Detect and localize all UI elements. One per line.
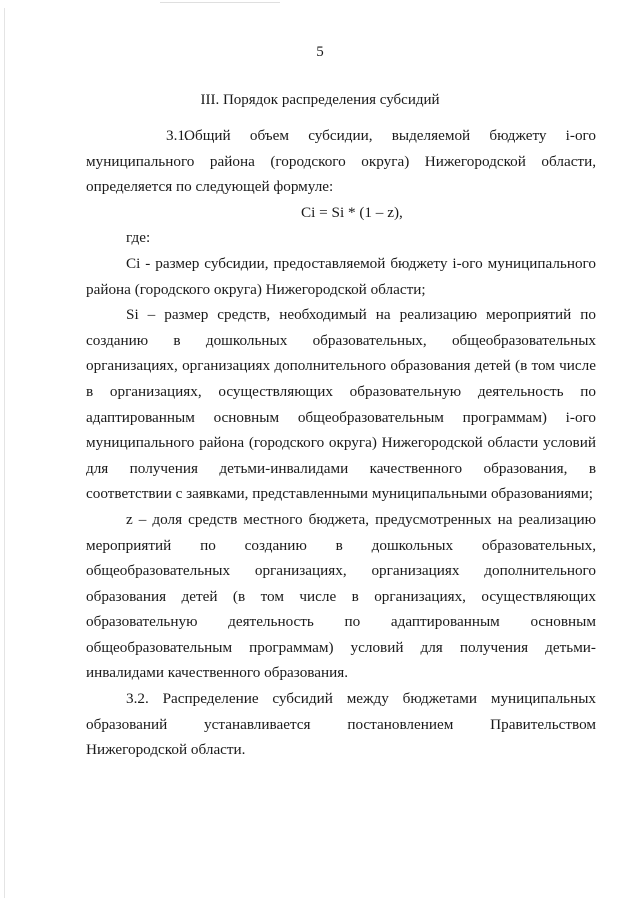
scan-edge-left: [4, 8, 5, 898]
paragraph-3-1-text: Общий объем субсидии, выделяемой бюджету i-ого муниципального района (городского округа) Нижегородской области, определяется по следующей формуле:: [86, 127, 596, 196]
definition-ci: Ci - размер субсидии, предоставляемой бюджету i-ого муниципального района (городского округа) Нижегородской области;: [86, 254, 596, 298]
paragraph-3-2: 3.2. Распределение субсидий между бюджетами муниципальных образований устанавливается постановлением Правительством Нижегородской области.: [86, 690, 596, 759]
page-number: 5: [316, 44, 324, 60]
definition-z: z – доля средств местного бюджета, предусмотренных на реализацию мероприятий по созданию в дошкольных образовательных, общеобразовательных организациях, организациях дополнительного образования детей (в том числе в организациях, осуществляющих образовательную деятельность по адаптированным основным общеобразовательным программам) условий для получения детьми-инвалидами качественного образования.: [86, 510, 596, 682]
formula: Ci = Si * (1 – z),: [301, 203, 403, 221]
scan-edge-top: [160, 2, 280, 3]
section-title: III. Порядок распределения субсидий: [200, 92, 440, 108]
where-label: где:: [126, 229, 151, 247]
paragraph-3-1-number: 3.1.: [166, 127, 189, 144]
definition-si: Si – размер средств, необходимый на реализацию мероприятий по созданию в дошкольных образовательных, общеобразовательных организациях, организациях дополнительного образования детей (в том числе в организациях, осуществляющих образовательную деятельность по адаптированным основным общеобразовательным программам) i-ого муниципального района (городского округа) Нижегородской области условий для получения детьми-инвалидами качественного образования, в соответствии с заявками, представленными муниципальными образованиями;: [86, 306, 596, 503]
paragraph-3-1: [86, 123, 596, 200]
document-body: [86, 123, 596, 763]
